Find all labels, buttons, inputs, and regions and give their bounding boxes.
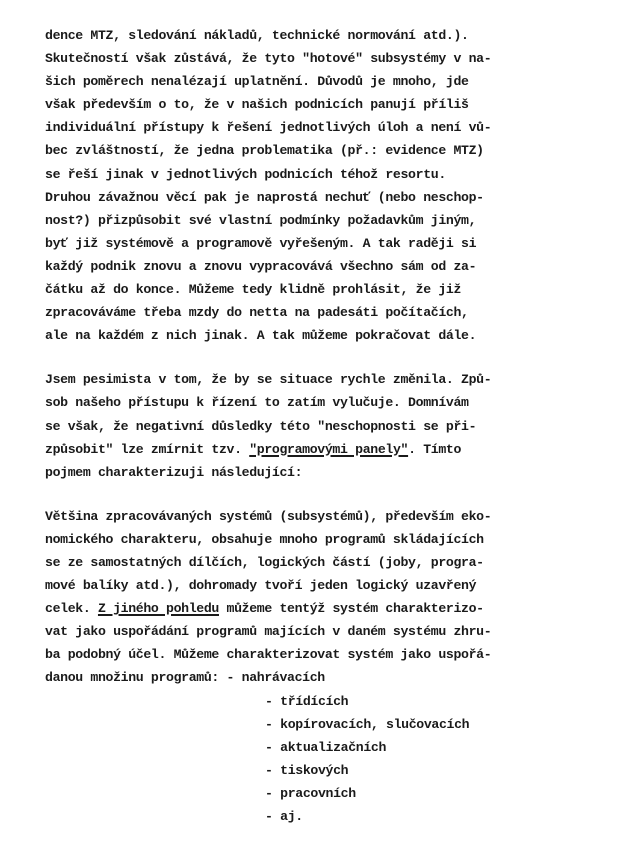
text-segment: způsobit" lze zmírnit tzv. <box>45 441 250 457</box>
text-line: nost?) přizpůsobit své vlastní podmínky požadavkům jiným, <box>45 212 477 228</box>
text-line-with-underline <box>45 597 605 620</box>
list-item: - kopírovacích, slučovacích <box>265 716 470 732</box>
text-line: individuální přístupy k řešení jednotlivých úloh a není vů- <box>45 120 492 136</box>
paragraph-2 <box>45 368 605 483</box>
text-line: zpracováváme třeba mzdy do netta na padesáti počítačích, <box>45 305 469 321</box>
text-line: mové balíky atd.), dohromady tvoří jeden logický uzavřený <box>45 578 477 594</box>
text-line: ba podobný účel. Můžeme charakterizovat systém jako uspořá- <box>45 647 492 663</box>
text-line: Jsem pesimista v tom, že by se situace rychle změnila. Způ- <box>45 372 492 388</box>
list-item: - pracovních <box>265 785 356 801</box>
text-line: bec zvláštností, že jedna problematika (př.: evidence MTZ) <box>45 143 484 159</box>
paragraph-1 <box>45 24 605 347</box>
typewritten-page <box>45 24 605 828</box>
text-line: se však, že negativní důsledky této "neschopnosti se při- <box>45 418 477 434</box>
list-item: - tiskových <box>265 762 349 778</box>
text-line: ale na každém z nich jinak. A tak můžeme pokračovat dále. <box>45 328 477 344</box>
list-item: - třídících <box>265 693 349 709</box>
list-item: - aktualizačních <box>265 739 387 755</box>
text-line: Skutečností však zůstává, že tyto "hotové" subsystémy v na- <box>45 51 492 67</box>
text-line: Většina zpracovávaných systémů (subsystémů), především eko- <box>45 508 492 524</box>
text-line: vat jako uspořádání programů majících v daném systému zhru- <box>45 624 492 640</box>
text-line: Druhou závažnou věcí pak je naprostá nechuť (nebo neschop- <box>45 189 484 205</box>
text-line: byť již systémově a programově vyřešeným. A tak raději si <box>45 235 477 251</box>
text-line: danou množinu programů: - nahrávacích <box>45 670 325 686</box>
program-type-list <box>45 690 605 829</box>
text-line: se řeší jinak v jednotlivých podnicích téhož resortu. <box>45 166 446 182</box>
underlined-phrase-z-jineho-pohledu: Z jiného pohledu <box>97 601 219 617</box>
text-line: dence MTZ, sledování nákladů, technické normování atd.). <box>45 28 469 43</box>
text-line: šich poměrech nenalézají uplatnění. Důvodů je mnoho, jde <box>45 74 469 90</box>
underlined-term-programove-panely: "programovými panely" <box>249 441 409 457</box>
text-line: však především o to, že v našich podnicích panují příliš <box>45 97 469 113</box>
text-segment: můžeme tentýž systém charakterizo- <box>218 601 484 617</box>
text-segment: celek. <box>45 601 98 617</box>
text-line: se ze samostatných dílčích, logických částí (joby, progra- <box>45 554 484 570</box>
text-line: nomického charakteru, obsahuje mnoho programů skládajících <box>45 531 484 547</box>
text-segment: . Tímto <box>408 441 462 457</box>
list-item: - aj. <box>265 809 303 824</box>
text-line: sob našeho přístupu k řízení to zatím vylučuje. Domnívám <box>45 395 469 411</box>
text-line: každý podnik znovu a znovu vypracovává všechno sám od za- <box>45 258 477 274</box>
text-line: pojmem charakterizuji následující: <box>45 464 303 480</box>
text-line: čátku až do konce. Můžeme tedy klidně prohlásit, že již <box>45 282 462 298</box>
text-line-with-underline <box>45 438 605 461</box>
paragraph-3 <box>45 505 605 828</box>
